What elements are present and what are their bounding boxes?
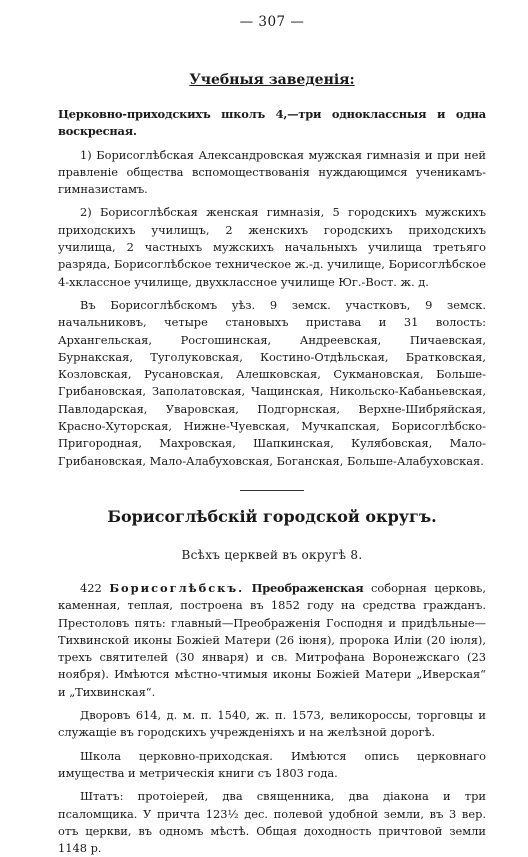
- church-entry-paragraph: [58, 580, 486, 701]
- entry-number: 422: [80, 580, 102, 595]
- uezd-paragraph: Въ Борисоглѣбскомъ уѣз. 9 земск. участковъ, 9 земск. начальниковъ, четыре становыхъ пристава и 31 волость: Архангельская, Росгошинская, Андреевская, Пичаевская, Бурнакская, Туголуковская, Костино-Отдѣльская, Братковская, Козловская, Русановская, Алешковская, Сукмановская, Больше-Грибановская, Заполатовская, Чащинская, Никольско-Кабаньевская, Павлодарская, Уваровская, Подгорнская, Верхне-Шибряйская, Красно-Хуторская, Нижне-Чуевская, Мучкапская, Борисоглѣбско-Пригородная, Махровская, Шапкинская, Кулябовская, Мало-Грибановская, Мало-Алабуховская, Боганская, Больше-Алабуховская.: [58, 297, 486, 468]
- churches-count: Всѣхъ церквей въ округѣ 8.: [181, 547, 363, 562]
- staff-paragraph: Штатъ: протоіерей, два священника, два діакона и три псаломщика. У причта 123½ дес. полевой удобной земли, въ 3 вер. отъ церкви, въ одномъ мѣстѣ. Общая доходность причтовой земли 1148 р.: [58, 789, 486, 856]
- school-paragraph: Школа церковно-приходская. Имѣются опись церковнаго имущества и метрическія книги съ 1803 года.: [58, 748, 486, 780]
- schools-list-paragraph: 2) Борисоглѣбская женская гимназія, 5 городскихъ мужскихъ приходскихъ училищъ, 2 женскихъ городскихъ приходскихъ училища, 2 частныхъ мужскихъ начальныхъ училища третьяго разряда, Борисоглѣбское техническое ж.-д. училище, Борисоглѣбское 4-хклассное училище, двухклассное училище Юг.-Вост. ж. д.: [58, 205, 486, 289]
- entry-town: Борисоглѣбскъ.: [109, 580, 245, 595]
- entry-description: соборная церковь, каменная, теплая, построена въ 1852 году на средства гражданъ. Престоловъ пять: главный—Преображенія Господня и придѣльные—Тихвинской иконы Божіей Матери (26 іюня), пророка Иліи (20 іюля), трехъ святителей (30 января) и св. Митрофана Воронежскаго (23 ноября). Имѣются мѣстно-чтимыя иконы Божіей Матери „Иверская“ и „Тихвинская“.: [58, 580, 486, 699]
- page-number: — 307 —: [239, 14, 305, 30]
- households-paragraph: Дворовъ 614, д. м. п. 1540, ж. п. 1573, великороссы, торговцы и служащіе въ городскихъ учрежденіяхъ и на желѣзной дорогѣ.: [58, 708, 486, 740]
- schools-heading-text: Учебныя заведенія:: [189, 72, 355, 88]
- gymnasium-paragraph: 1) Борисоглѣбская Александровская мужская гимназія и при ней правленіе общества вспомоществованія нуждающимся ученикамъ-гимназистамъ.: [58, 147, 486, 197]
- parish-schools-paragraph: [58, 106, 486, 141]
- entry-church-name: Преображенская: [251, 580, 364, 595]
- section-divider: [240, 490, 304, 491]
- parish-schools-text: Церковно-приходскихъ школъ 4,—три одноклассныя и одна воскресная.: [58, 107, 486, 139]
- schools-heading: [58, 72, 486, 88]
- okrug-heading: Борисоглѣбскій городской округъ.: [107, 506, 437, 526]
